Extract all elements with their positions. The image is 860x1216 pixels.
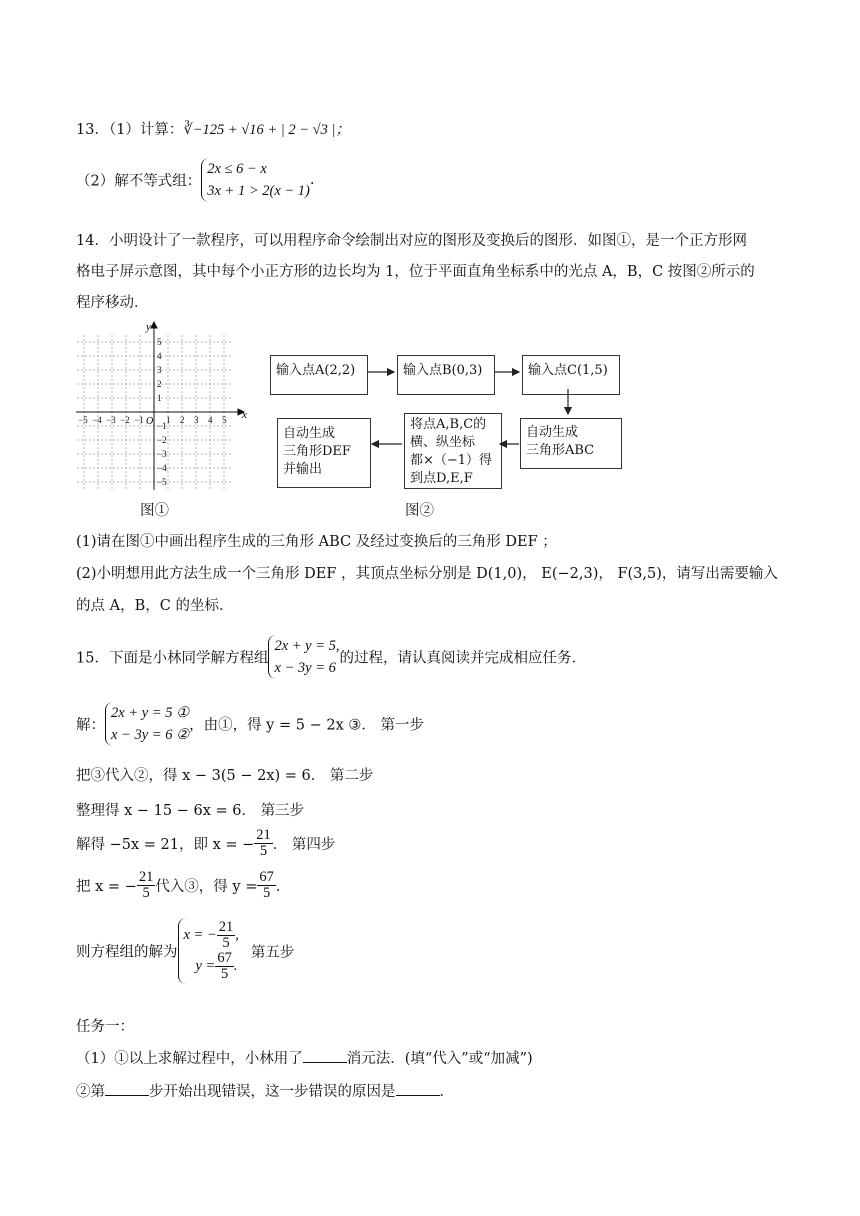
denominator: 5 — [222, 935, 230, 951]
y-axis-label: y — [146, 321, 151, 333]
q14-sub2-line2: 的点 A，B，C 的坐标． — [76, 598, 234, 614]
q14-sub1: (1)请在图①中画出程序生成的三角形 ABC 及经过变换后的三角形 DEF ； — [76, 534, 557, 550]
step5-line — [76, 918, 294, 984]
x-tick-label: 5 — [222, 415, 227, 425]
substitute-line — [76, 870, 290, 901]
q14-line3: 程序移动． — [76, 295, 149, 311]
task1-part2 — [76, 1080, 454, 1101]
y-tick-label: −4 — [157, 463, 167, 473]
figure1-caption: 图① — [140, 503, 169, 519]
solution-label: 解： — [76, 717, 105, 734]
y-tick-label: −2 — [157, 435, 167, 445]
fraction-21-5 — [254, 828, 273, 859]
substitute-text: 把 x = − — [76, 879, 137, 895]
q14-line1: 14．小明设计了一款程序，可以用程序命令绘制出对应的图形及变换后的图形．如图①，是一个正方形网 — [76, 233, 747, 249]
denominator: 5 — [259, 843, 268, 859]
solution-x: x = − — [183, 926, 217, 943]
task1-part1-text: （1）①以上求解过程中，小林用了 — [76, 1051, 303, 1067]
y-tick-label: −3 — [157, 449, 167, 459]
y-tick-label: 5 — [157, 337, 162, 347]
box-multiply-text: 将点A,B,C的 横、纵坐标 都×（−1）得 到点D,E,F — [410, 417, 493, 486]
step4-text: 解得 −5x = 21，即 x = − — [76, 837, 255, 853]
q15-intro — [76, 635, 586, 679]
solution-y: y = — [195, 957, 216, 974]
answer-blank[interactable] — [105, 1095, 149, 1096]
q14-line2: 格电子屏示意图，其中每个小正方形的边长均为 1，位于平面直角坐标系中的光点 A，B，C 按图②所示的 — [76, 264, 755, 280]
q13-part1-expression: ∛−125 + √16 + | 2 − √3 |； — [183, 122, 350, 138]
task1-part2-end: ． — [439, 1084, 454, 1100]
x-tick-label: −4 — [92, 415, 102, 425]
solution-system — [105, 702, 189, 746]
q15-equation-system — [268, 635, 339, 679]
x-axis-label: x — [242, 409, 247, 421]
numerator: 21 — [256, 827, 271, 843]
task1-part2-middle: 步开始出现错误，这一步错误的原因是 — [149, 1084, 396, 1100]
numerator: 67 — [217, 950, 232, 966]
step4-tail: ． 第四步 — [272, 837, 336, 853]
y-tick-label: 3 — [157, 365, 162, 375]
y-tick-label: −5 — [157, 477, 167, 487]
figure2-caption: 图② — [405, 503, 434, 519]
final-solution-system: x = − $\frac{21}{5}$ , y = $\frac{67}{5}$ . — [178, 918, 239, 984]
box-output-def-text: 自动生成 三角形DEF 并输出 — [283, 426, 351, 477]
q15-equation-1: 2x + y = 5, — [274, 638, 340, 654]
x-tick-label: −5 — [78, 415, 88, 425]
x-tick-label: −1 — [134, 415, 144, 425]
y-tick-label: 2 — [157, 379, 162, 389]
q13-part2-label: （2）解不等式组： — [76, 173, 202, 190]
y-tick-label: −1 — [157, 421, 167, 431]
numerator: 21 — [138, 869, 154, 885]
step2-line: 把③代入②，得 x − 3(5 − 2x) = 6． 第二步 — [76, 768, 374, 784]
x-tick-label: 4 — [208, 415, 213, 425]
substitute-middle: 代入③，得 y = — [155, 879, 258, 895]
q15-intro-tail: 的过程，请认真阅读并完成相应任务． — [339, 650, 587, 667]
x-tick-label: −2 — [120, 415, 130, 425]
y-tick-label: 1 — [157, 393, 162, 403]
q15-equation-2: x − 3y = 6 — [274, 660, 336, 676]
q15-intro-text: 15．下面是小林同学解方程组 — [76, 650, 269, 667]
answer-blank[interactable] — [303, 1062, 347, 1063]
origin-label: O — [146, 416, 154, 427]
q13-end-mark: . — [309, 172, 315, 188]
fraction-67-5 — [215, 951, 234, 982]
step1-text: ，由①，得 y = 5 − 2x ③． 第一步 — [189, 717, 424, 734]
x-tick-label: 1 — [166, 415, 171, 425]
fraction-67-5 — [257, 870, 276, 901]
fraction-21-5 — [217, 920, 236, 951]
solution-step1 — [76, 702, 424, 746]
task1-part1 — [76, 1047, 533, 1068]
step5-label: 则方程组的解为 — [76, 944, 178, 961]
solution-eq-2: x − 3y = 6 ② — [111, 727, 190, 743]
inequality-2: 3x + 1 > 2(x − 1) — [207, 183, 310, 199]
box-input-b-text: 输入点B(0,3) — [403, 363, 483, 378]
fraction-21-5 — [137, 870, 156, 901]
box-input-c-text: 输入点C(1,5) — [528, 363, 608, 378]
substitute-end: ． — [275, 879, 291, 895]
box-input-a-text: 输入点A(2,2) — [276, 363, 356, 378]
x-tick-label: −3 — [106, 415, 116, 425]
x-tick-label: 3 — [194, 415, 199, 425]
step4-line — [76, 828, 335, 859]
y-tick-label: 4 — [157, 351, 162, 361]
denominator: 5 — [263, 885, 271, 901]
step5-tail: 第五步 — [250, 944, 295, 961]
answer-blank[interactable] — [396, 1095, 440, 1096]
numerator: 21 — [218, 919, 234, 935]
task1-heading: 任务一： — [76, 1019, 134, 1035]
denominator: 5 — [220, 966, 229, 982]
step3-line: 整理得 x − 15 − 6x = 6． 第三步 — [76, 803, 305, 819]
box-generate-abc-text: 自动生成 三角形ABC — [526, 425, 595, 458]
task1-part1-tail: 消元法．(填“代入”或“加减”) — [346, 1051, 533, 1067]
denominator: 5 — [142, 885, 150, 901]
solution-eq-1: 2x + y = 5 ① — [111, 705, 190, 721]
inequality-1: 2x ≤ 6 − x — [207, 161, 267, 177]
task1-part2-text: ②第 — [76, 1084, 105, 1100]
q13-part1-label: 13．（1）计算： — [76, 122, 184, 138]
numerator: 67 — [259, 869, 274, 885]
x-tick-label: 2 — [180, 415, 185, 425]
flow-arrows — [0, 0, 860, 520]
q14-sub2-line1: (2)小明想用此方法生成一个三角形 DEF ，其顶点坐标分别是 D(1,0)， E(−2,3)， F(3,5)，请写出需要输入 — [76, 566, 778, 582]
